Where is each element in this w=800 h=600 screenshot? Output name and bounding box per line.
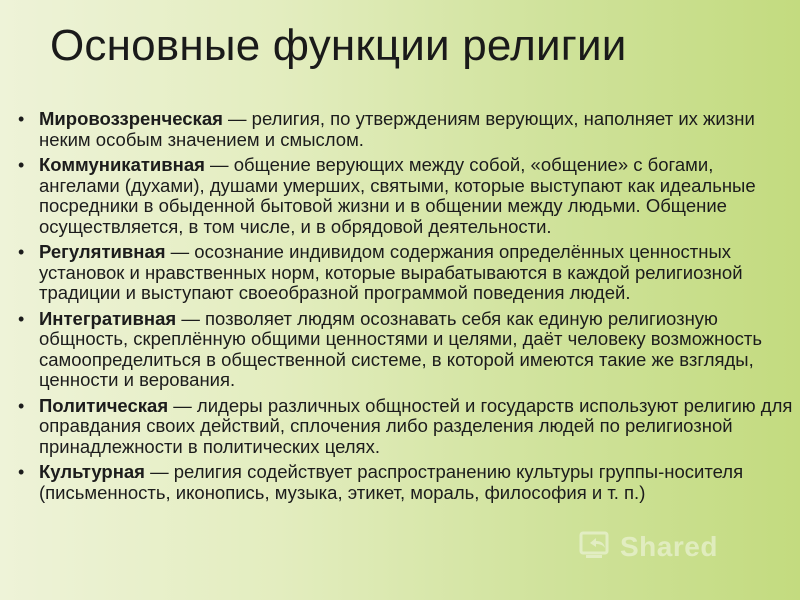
list-item bbox=[18, 109, 798, 150]
list-item bbox=[18, 462, 798, 503]
bullet-icon: • bbox=[18, 462, 25, 482]
function-term: Регулятивная bbox=[39, 241, 166, 262]
function-description: — религия, по утверждениям верующих, наполняет их жизни неким особым значением и смыслом. bbox=[39, 108, 755, 150]
bullet-icon: • bbox=[18, 395, 25, 416]
function-term: Политическая bbox=[39, 394, 169, 416]
function-description: — осознание индивидом содержания определённых ценностных установок и нравственных норм, которые вырабатываются в каждой религиозной традиции и выступают своеобразной программой поведения людей. bbox=[39, 241, 743, 303]
slide-share-icon bbox=[578, 527, 614, 568]
list-item bbox=[18, 309, 798, 391]
function-term: Интегративная bbox=[39, 307, 177, 329]
bullet-icon: • bbox=[18, 242, 25, 262]
function-description: — общение верующих между собой, «общение» с богами, ангелами (духами), душами умерших, святыми, которые выступают как идеальные посредники в обыденной бытовой жизни и в общении между людьми. Общение осуществляется, в том числе, и в обрядовой деятельности. bbox=[39, 154, 756, 237]
function-description: — позволяет людям осознавать себя как единую религиозную общность, скреплённую общими ценностями и целями, даёт человеку возможность самоопределиться в общественной системе, в которой имеются такие же взгляды, ценности и верования. bbox=[39, 307, 763, 390]
bullet-icon: • bbox=[18, 109, 25, 129]
function-term: Мировоззренческая bbox=[39, 108, 223, 129]
function-description: — религия содействует распространению культуры группы-носителя (письменность, иконопись, музыка, этикет, мораль, философия и т. п.) bbox=[39, 461, 744, 503]
bullet-icon: • bbox=[18, 308, 25, 329]
list-item bbox=[18, 396, 798, 458]
function-term: Культурная bbox=[39, 461, 145, 482]
list-item bbox=[18, 155, 798, 237]
watermark-logo bbox=[578, 527, 768, 567]
function-description: — лидеры различных общностей и государств используют религию для оправдания своих действий, сплочения либо разделения людей по религиозной принадлежности в политических целях. bbox=[39, 394, 793, 457]
bullet-icon: • bbox=[18, 155, 25, 175]
list-item bbox=[18, 242, 798, 304]
slide-title: Основные функции религии bbox=[50, 21, 627, 70]
bullet-list bbox=[18, 109, 798, 508]
function-term: Коммуникативная bbox=[39, 154, 205, 175]
watermark-text: Shared bbox=[620, 531, 718, 562]
